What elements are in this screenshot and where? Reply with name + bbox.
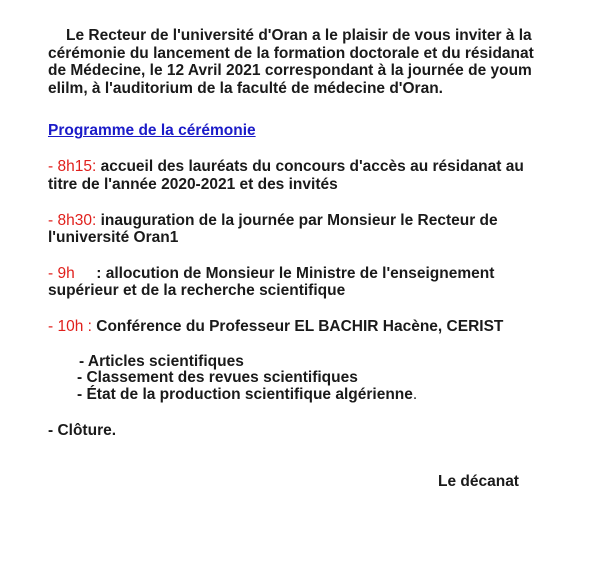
item-separator: :: [74, 264, 106, 282]
topic-label: - État de la production scientifique algérienne: [77, 386, 413, 404]
list-item: [48, 354, 538, 371]
programme-title-link[interactable]: Programme de la cérémonie: [48, 122, 256, 140]
item-time: - 9h: [48, 264, 75, 282]
invitation-document: [48, 27, 538, 440]
programme-item-2: [48, 212, 538, 247]
conference-topics-list: [48, 354, 538, 404]
programme-item-3: [48, 265, 538, 300]
item-time: - 8h15: [48, 158, 92, 176]
list-item: [48, 387, 538, 404]
item-description: Conférence du Professeur EL BACHIR Hacène, CERIST: [96, 317, 504, 335]
topic-label: - Classement des revues scientifiques: [77, 369, 358, 387]
programme-item-4: [48, 318, 538, 336]
item-separator: :: [91, 158, 101, 176]
signature: Le décanat: [438, 473, 519, 490]
topic-suffix: .: [412, 386, 418, 404]
item-time: - 8h30: [48, 211, 92, 229]
programme-item-1: [48, 158, 538, 193]
programme-title-wrap: [48, 97, 538, 140]
item-separator: :: [91, 211, 101, 229]
topic-label: - Articles scientifiques: [79, 352, 244, 370]
item-description: accueil des lauréats du concours d'accès au résidanat au titre de l'année 2020-2021 et des invités: [48, 158, 524, 193]
intro-paragraph: Le Recteur de l'université d'Oran a le plaisir de vous inviter à la cérémonie du lancement de la formation doctorale et du résidanat de Médecine, le 12 Avril 2021 correspondant à la journée de youm elilm, à l'auditorium de la faculté de médecine d'Oran.: [48, 27, 534, 97]
closing-item: - Clôture.: [48, 421, 117, 439]
list-item: [48, 370, 538, 387]
item-description: inauguration de la journée par Monsieur le Recteur de l'université Oran1: [48, 211, 498, 247]
item-time: - 10h :: [48, 317, 92, 335]
item-description: allocution de Monsieur le Ministre de l'enseignement supérieur et de la recherche scientifique: [48, 264, 495, 300]
